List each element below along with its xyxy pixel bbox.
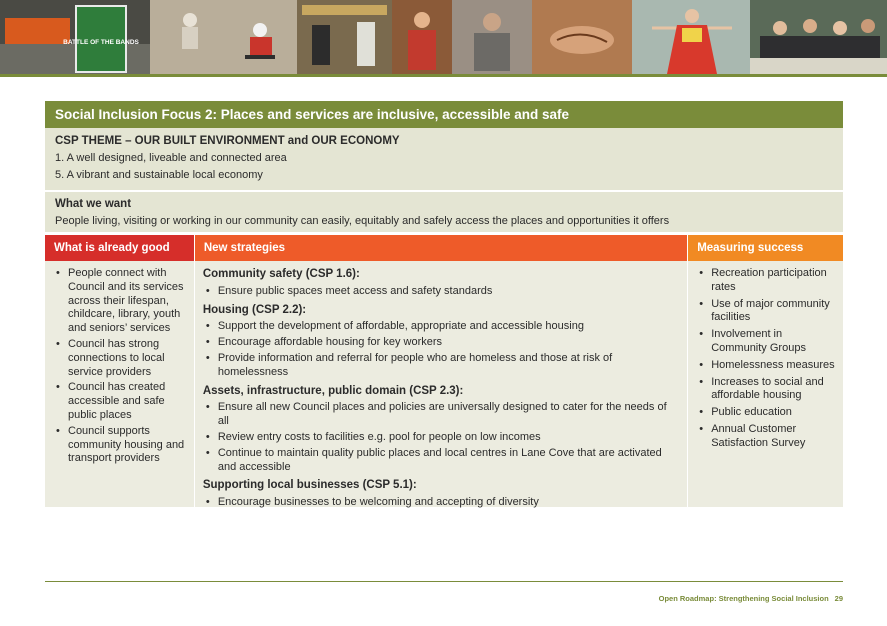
list-item: • Recreation participation rates xyxy=(696,267,837,295)
skaters-image xyxy=(150,0,297,74)
list-item: • Increases to social and affordable housing xyxy=(696,376,837,404)
page-number: 29 xyxy=(834,594,843,603)
banner-divider xyxy=(0,74,887,77)
measuring-success-column xyxy=(688,261,843,507)
csp-theme-item: 5. A vibrant and sustainable local economy xyxy=(55,169,263,181)
strategy-heading: Community safety (CSP 1.6): xyxy=(202,268,360,280)
focus-table xyxy=(45,101,843,507)
library-image xyxy=(297,0,392,74)
dancer-image xyxy=(632,0,750,74)
strategy-list xyxy=(203,496,679,510)
what-we-want-title: What we want xyxy=(55,198,132,210)
csp-theme-section xyxy=(45,128,843,192)
list-item: • Homelessness measures xyxy=(696,359,837,373)
banner-photo-skaters xyxy=(150,0,297,74)
list-item: • Public education xyxy=(696,406,837,420)
focus-title: Social Inclusion Focus 2: Places and services are inclusive, accessible and safe xyxy=(45,101,843,128)
column-headers xyxy=(45,235,843,261)
header-new-strategies: New strategies xyxy=(195,235,687,261)
csp-theme-title: CSP THEME – OUR BUILT ENVIRONMENT and OUR ECONOMY xyxy=(55,135,400,147)
new-strategies-column xyxy=(195,261,687,507)
strategy-heading: Housing (CSP 2.2): xyxy=(202,303,307,316)
list-item: • Ensure all new Council places and policies are universally designed to cater for the needs of all xyxy=(203,401,679,429)
csp-theme-item: 1. A well designed, liveable and connected area xyxy=(55,152,287,164)
list-item: • Council supports community housing and transport providers xyxy=(53,425,188,466)
footer-title: Open Roadmap: Strengthening Social Inclusion xyxy=(658,594,829,603)
artist-image xyxy=(452,0,532,74)
list-item: • Annual Customer Satisfaction Survey xyxy=(696,423,837,451)
what-we-want-section xyxy=(45,192,843,232)
photo-banner xyxy=(0,0,887,74)
list-item: • Encourage businesses to be welcoming and accepting of diversity xyxy=(203,496,679,510)
column-bodies xyxy=(45,261,843,507)
list-item: • Continue to maintain quality public places and local centres in Lane Cove that are activated and accessible xyxy=(203,447,679,475)
strategy-list xyxy=(203,285,679,299)
banner-photo-artist xyxy=(452,0,532,74)
list-item: • People connect with Council and its services across their lifespan, childcare, library, youth and seniors’ services xyxy=(53,267,188,336)
measuring-success-list xyxy=(696,267,837,451)
banner-photo-dancer xyxy=(632,0,750,74)
banner-photo-volunteers xyxy=(750,0,887,74)
strategy-list xyxy=(203,401,679,474)
already-good-list xyxy=(53,267,188,466)
banner-sign-text: BATTLE OF THE BANDS xyxy=(63,39,139,46)
volunteers-image xyxy=(750,0,887,74)
musician-image xyxy=(392,0,452,74)
list-item: • Support the development of affordable, appropriate and accessible housing xyxy=(203,320,679,334)
list-item: • Provide information and referral for people who are homeless and those at risk of homelessness xyxy=(203,352,679,380)
list-item: • Encourage affordable housing for key workers xyxy=(203,336,679,350)
strategy-list xyxy=(203,320,679,379)
what-we-want-text: People living, visiting or working in our community can easily, equitably and safely access the places and opportunities it offers xyxy=(55,215,670,227)
list-item: • Involvement in Community Groups xyxy=(696,328,837,356)
banner-photo-henna xyxy=(532,0,632,74)
list-item: • Use of major community facilities xyxy=(696,298,837,326)
list-item: • Ensure public spaces meet access and safety standards xyxy=(203,285,679,299)
footer-divider xyxy=(45,581,843,582)
header-already-good: What is already good xyxy=(45,235,194,261)
banner-photo-library xyxy=(297,0,392,74)
strategy-heading: Assets, infrastructure, public domain (CSP 2.3): xyxy=(202,384,464,397)
page-footer xyxy=(659,594,843,603)
list-item: • Review entry costs to facilities e.g. pool for people on low incomes xyxy=(203,431,679,445)
list-item: • Council has strong connections to local service providers xyxy=(53,338,188,379)
already-good-column xyxy=(45,261,194,507)
henna-image xyxy=(532,0,632,74)
banner-photo-musician xyxy=(392,0,452,74)
list-item: • Council has created accessible and safe public places xyxy=(53,381,188,422)
header-measuring-success: Measuring success xyxy=(688,235,843,261)
banner-photo-stage xyxy=(0,0,150,74)
stage-band-image xyxy=(0,0,150,74)
strategy-heading: Supporting local businesses (CSP 5.1): xyxy=(202,479,417,492)
